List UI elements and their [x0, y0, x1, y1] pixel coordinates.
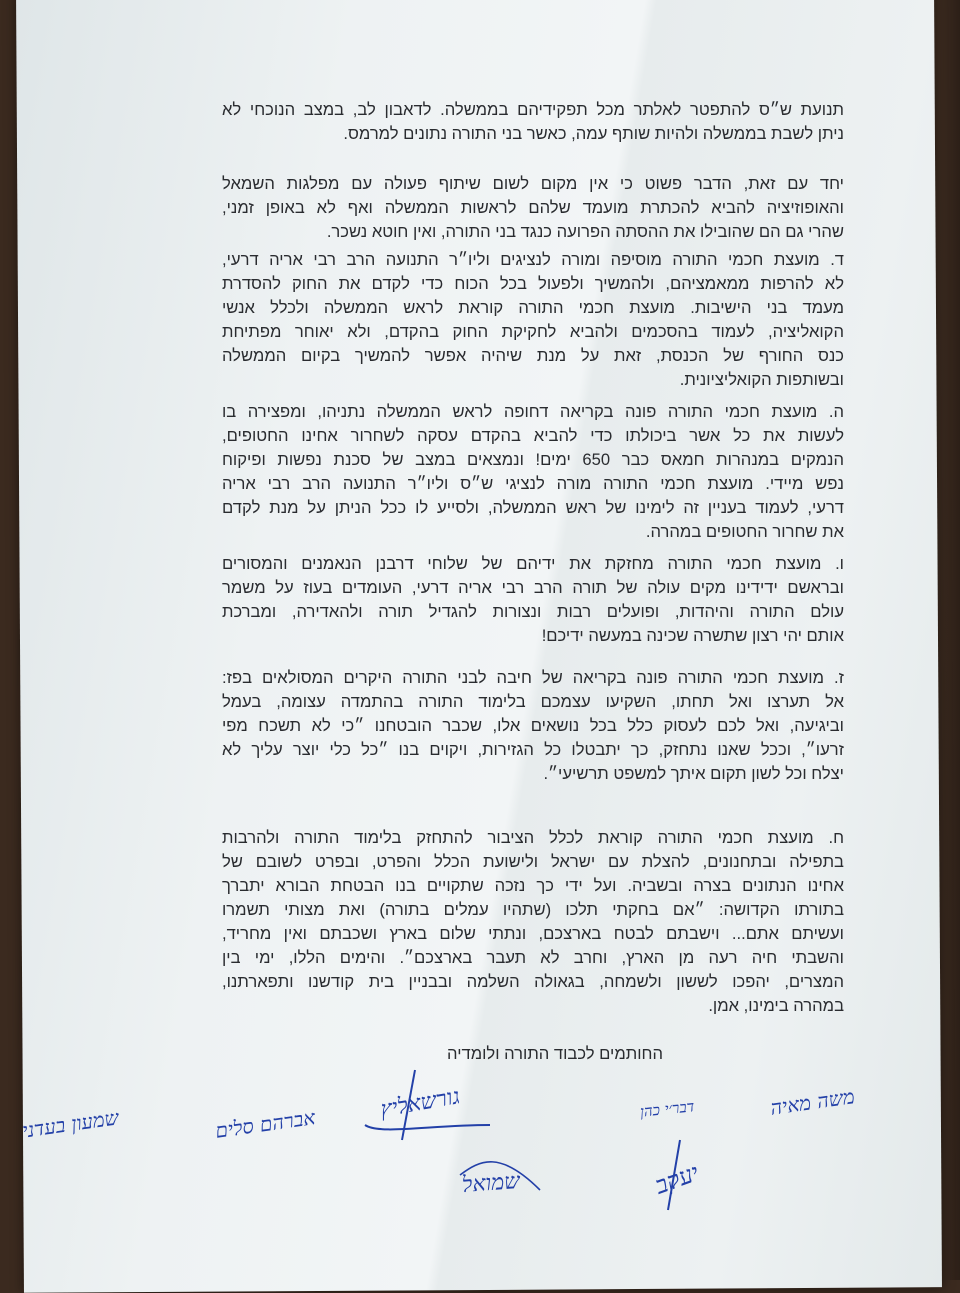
text-line: ניתן לשבת בממשלה ולהיות שותף עמה, כאשר בני התורה נתונים למרמס. [343, 124, 844, 143]
paragraph [222, 666, 844, 786]
text-line: הקואליציה, לעמוד בהסכמים ולהביא לחקיקת החוק בהקדם, ולא יאוחר מפתיחת [222, 322, 844, 341]
text-line: במהרה בימינו, אמן. [708, 996, 844, 1015]
paragraph [222, 826, 844, 1018]
paragraph [222, 552, 844, 648]
text-line: וביגיעה, ואל לכם לעסוק כלל בכל נושאים אלו, שכבר הובטחנו ״כי לא תשכח מפי [222, 716, 844, 735]
paragraph [222, 172, 844, 244]
signatories-heading: החותמים לכבוד התורה ולומדיה [447, 1044, 663, 1063]
text-line: אותם יהי רצון שתשרה שכינה במעשה ידיכם! [541, 626, 844, 645]
text-line: ובראשם ידידינו מקים עולה של תורה הרב רבי אריה דרעי, העומדים בעוז על משמר [222, 578, 844, 597]
signature-5: שמעון בעדני [20, 1105, 121, 1143]
text-line: יצלח וכל לשון תקום איתך למשפט תרשיעי״. [543, 764, 844, 783]
text-line: המצרים, יהפכו לששון ולשמחה, בגאולה השלמה ובבניין בית קודשנו ותפארתנו, [222, 972, 844, 991]
signature-7: יעקב [651, 1158, 703, 1200]
text-line: לא להרפות ממאמציהם, ולהמשיך ולפעול בכל הכוח כדי לקדם את החוק להסדרת [222, 274, 844, 293]
text-line: נפש מיידי. מועצת חכמי התורה מורה לנציגי ש״ס וליו״ר התנועה הרב רבי אריה [222, 474, 844, 493]
text-line: כנס החורף של הכנסת, זאת על מנת שיהיה אפשר להמשיך בקיום הממשלה [222, 346, 844, 365]
text-line: שהרי גם הם שהובילו את ההסתה הפרועה כנגד בני התורה, ואין חוטא נשכר. [326, 222, 844, 241]
signature-2: דבר׳י כהן [639, 1097, 696, 1121]
signature-1: משה מאיה [768, 1084, 857, 1120]
text-line: דרעי, לעמוד בעניין זה לימינו של ראש הממשלה, ולסייע לו ככל הניתן על מנת לקדם [222, 498, 844, 517]
text-line: אחינו הנתונים בצרה ובשביה. ועל ידי כך נזכה שתקויים בנו הבטחת הבורא יתברך [222, 876, 844, 895]
text-line: ז. מועצת חכמי התורה פונה בקריאה של חיבה לבני התורה היקרים המסולאים בפז: [222, 668, 844, 687]
text-line: ו. מועצת חכמי התורה מחזקת את ידיהם של שלוחי דרבנן הנאמנים והמסורים [222, 554, 844, 573]
text-line: בתורתו הקדושה: ״אם בחקתי תלכו (שתהיו עמלים בתורה) ואת מצותי תשמרו [222, 900, 844, 919]
paragraph [222, 98, 844, 146]
text-line: ח. מועצת חכמי התורה קוראת לכלל הציבור להתחזק בלימוד התורה ולהרבות [222, 828, 844, 847]
text-line: ועשיתם אתם... וישבתם לבטח בארצכם, ונתתי שלום בארץ ושכבתם ואין מחריד, [222, 924, 844, 943]
text-line: מעמד בני הישיבות. מועצת חכמי התורה קוראת לראש הממשלה ולכלל אנשי [222, 298, 844, 317]
text-line: אל תערצו ואל תחתו, השקיעו עצמכם בלימוד התורה בהתמדה עצומה, בעמל [222, 692, 844, 711]
text-line: לעשות את כל אשר ביכולתו כדי להביא בהקדם עסקה לשחרור אחינו החטופים, [222, 426, 844, 445]
text-line: תנועת ש״ס להתפטר לאלתר מכל תפקידיהם בממשלה. לדאבון לב, במצב הנוכחי לא [222, 100, 844, 119]
text-line: ד. מועצת חכמי התורה מוסיפה ומורה לנציגים וליו״ר התנועה הרב רבי אריה דרעי, [222, 250, 844, 269]
paragraph [222, 400, 844, 544]
text-line: זרעו״, וככל שאנו נתחזק, כך יתבטלו כל הגזירות, ויקוים בנו ״כל כלי יוצר עליך לא [222, 740, 844, 759]
signature-4: אברהם סלים [213, 1105, 317, 1143]
paragraph [222, 248, 844, 392]
text-line: עולם התורה והיהדות, ופועלים רבות ונצורות להגדיל תורה ולהאדירה, ומברכת [222, 602, 844, 621]
signature-3: גורשאליץ [378, 1084, 462, 1123]
text-line: והאופוזיציה להביא להכתרת מועמד שלהם לראשות הממשלה ואף לא באופן זמני, [222, 198, 844, 217]
text-line: את שחרור החטופים במהרה. [645, 522, 844, 541]
signature-6: שמואל [461, 1169, 521, 1198]
text-line: הנמקים במנהרות חמאס כבר 650 ימים! ונמצאים במצב של סכנת נפשות ופיקוח [222, 450, 844, 469]
text-line: והשבתי חיה רעה מן הארץ, וחרב לא תעבר בארצכם״. והימים הללו, ימי בין [222, 948, 844, 967]
text-line: ובשותפות הקואליציונית. [679, 370, 844, 389]
text-line: יחד עם זאת, הדבר פשוט כי אין מקום לשום שיתוף פעולה עם מפלגות השמאל [222, 174, 844, 193]
text-line: בתפילה ובתחנונים, להצלת עם ישראל ולישועת הכלל והפרט, ובפרט לשובם של [222, 852, 844, 871]
text-line: ה. מועצת חכמי התורה פונה בקריאה דחופה לראש הממשלה נתניהו, ומפצירה בו [222, 402, 844, 421]
